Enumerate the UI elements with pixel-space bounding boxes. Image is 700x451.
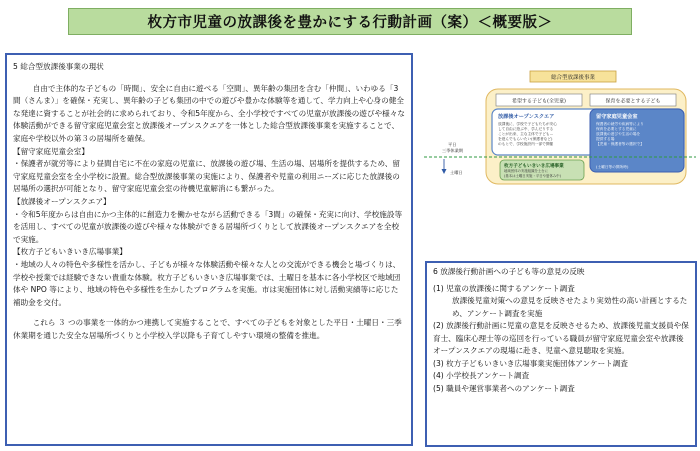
svg-text:放課後の遊びや生活の場を: 放課後の遊びや生活の場を — [596, 132, 641, 136]
survey-item-2-label: (2) 放課後行動計画に児童の意見を反映させるため、放課後児童支援員や保育士、臨床心理士等の巡回を行っている職員が留守家庭児童会室や放課後オープンスクエアの現場に赴き、児童へ意見聴取を実施。 — [433, 321, 689, 355]
open-square-title: 放課後オープンスクエア — [498, 114, 555, 120]
survey-item-3-label: (3) 枚方子どもいきいき広場事業実施団体アンケート調査 — [433, 358, 628, 368]
section-5-panel — [5, 53, 413, 446]
page-title: 枚方市児童の放課後を豊かにする行動計画（案）＜概要版＞ — [68, 8, 632, 35]
survey-item-5-label: (5) 職員や運営事業者へのアンケート調査 — [433, 383, 575, 393]
svg-text:を遊んでもらいたい(保護者など): を遊んでもらいたい(保護者など) — [498, 137, 553, 141]
survey-item-1-label: (1) 児童の放課後に関するアンケート調査 — [433, 283, 575, 293]
section-5-heading: 5 総合型放課後事業の現状 — [13, 62, 104, 71]
section-6-heading: 6 放課後行動計画への子ども等の意見の反映 — [433, 267, 585, 276]
svg-text:ことが出来、主な主体で子ども…: ことが出来、主な主体で子ども… — [498, 132, 554, 136]
svg-text:保護者の就労や疾病等により: 保護者の就労や疾病等により — [596, 122, 644, 126]
hiroba-box-title: 枚方子どもいきいき広場事業 — [504, 164, 564, 169]
survey-item-4-label: (4) 小学校長アンケート調査 — [433, 371, 530, 380]
svg-text:のもとで、学校施設内一部で開催: のもとで、学校施設内一部で開催 — [498, 142, 554, 146]
saturday-label: 土曜日 — [450, 170, 463, 175]
svg-text:保育を必要とする児童に: 保育を必要とする児童に — [596, 127, 637, 131]
section-5-intro: 自由で主体的な子どもの「時間」、安全に自由に遊べる「空間」、異年齢の集団を含む「仲間」、いわゆる「3間（さんま）」を確保・充実し、異年齢の子ども集団の中での遊びや豊かな体験等を通して、学力向上や心身の健全な発達に資することが社会的に求められており、令和5年度から、全小学校ですべての児童が放課後の遊びや様々な体験活動ができる留守家庭児童会室と放課後オープンスクエアを一体とした総合型放課後事業を実施することで、家庭や学校以外の第３の居場所を確保。 — [13, 83, 405, 143]
diagram-right-label: 保育を必要とする子ども — [605, 98, 661, 105]
vacation-label: 三季休業期 — [442, 148, 463, 153]
svg-text:して自由に遊ぶ中、学んだりする: して自由に遊ぶ中、学んだりする — [498, 127, 554, 131]
svg-text:放課後に、学校で子どもたちが安心: 放課後に、学校で子どもたちが安心 — [498, 122, 557, 126]
weekday-label: 平日 — [448, 142, 457, 147]
survey-item-1-body: 放課後児童対策への意見を反映させたより実効性の高い計画とするため、アンケート調査を実施 — [452, 296, 688, 318]
svg-text:【児童・保護者等の選択で】: 【児童・保護者等の選択で】 — [596, 142, 644, 146]
rusu-box-title: 留守家庭児童会室 — [596, 114, 638, 120]
rusu-heading: 【留守家庭児童会室】 — [13, 146, 89, 156]
section-5-conclusion: これら ３ つの事業を一体的かつ連携して実施することで、すべての子どもを対象とした平日・土曜日・三季休業期を通じた安全な居場所づくりと小学校入学以降も子育てしやすい環境の整備を推進。 — [13, 318, 402, 340]
saturday-open-label: (土曜日等の開所時) — [596, 165, 629, 169]
rusu-body: ・保護者が就労等により昼間自宅に不在の家庭の児童に、放課後の遊び場、生活の場、居場所を提供するため、留守家庭児童会室を全小学校に設置。総合型放課後事業の実施により、保護者や児童の利用ニーズに応じた放課後の居場所の選択が可能となり、留守家庭児童会室の待機児童解消にも繋がった。 — [13, 159, 400, 194]
diagram-left-label: 希望する子ども(全児童) — [512, 98, 566, 105]
open-square-heading: 【放課後オープンスクエア】 — [13, 196, 111, 206]
svg-text:提供する場: 提供する場 — [596, 137, 615, 141]
hiroba-body: ・地域の人々の特色や多様性を活かし、子どもが様々な体験活動や様々な人との交流ができる機会と場づくりは、学校や授業では経験できない貴重な体験。枚方子どもいきいき広場事業では、土曜日を基本に各小学校区で地域団体や NPO 等により、地域の特色や多様性を生かしたプログラムを実施。市は実施団体に対し活動実績等に応じた補助金を交付。 — [13, 259, 401, 307]
section-6-panel — [425, 261, 697, 447]
diagram-header-label: 総合型放課後事業 — [550, 75, 596, 81]
svg-text:(基本は土曜日実施・平日や夏休み中): (基本は土曜日実施・平日や夏休み中) — [504, 174, 561, 178]
hiroba-heading: 【枚方子どもいきいき広場事業】 — [13, 247, 127, 257]
svg-text:地域団体の実施組織を土台に: 地域団体の実施組織を土台に — [504, 169, 549, 173]
program-diagram — [420, 68, 698, 188]
open-square-body: ・令和5年度からは自由にかつ主体的に創造力を働かせながら活動できる「3間」の確保・充実に向け、学校施設等を活用し、すべての児童が放課後の遊びや様々な体験ができる居場所づくりとして放課後オープンスクエアを全校で実施。 — [13, 209, 403, 244]
